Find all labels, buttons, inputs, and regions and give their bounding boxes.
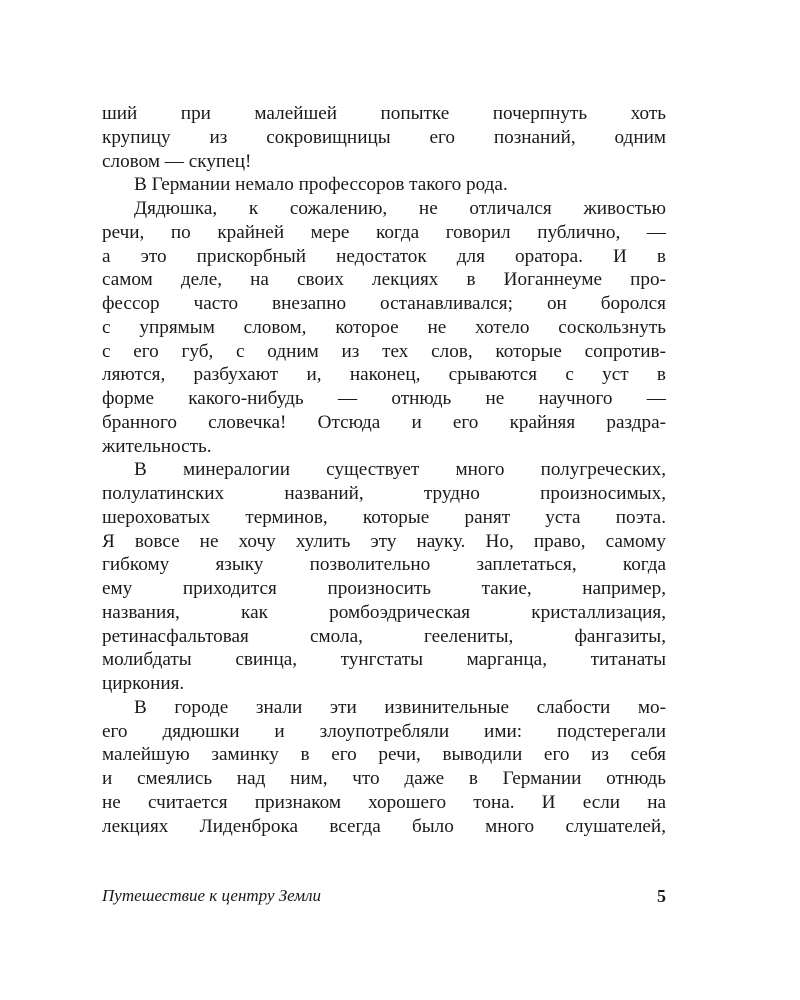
text-line: крупицу из сокровищницы его познаний, одним	[102, 126, 666, 148]
text-line: не считается признаком хорошего тона. И если на	[102, 791, 666, 813]
text-line: форме какого-нибудь — отнюдь не научного —	[102, 388, 666, 409]
text-line: ляются, разбухают и, наконец, срываются с уст в	[102, 364, 666, 386]
text-line: ретинасфальтовая смола, геелениты, фангазиты,	[102, 625, 666, 647]
text-line: названия, как ромбоэдрическая кристаллизация,	[102, 601, 666, 623]
body-text	[102, 102, 666, 838]
text-line: Я вовсе не хочу хулить эту науку. Но, право, самому	[102, 530, 666, 552]
text-line: лекциях Лиденброка всегда было много слушателей,	[102, 815, 666, 837]
text-line: бранного словечка! Отсюда и его крайняя раздра-	[102, 411, 666, 433]
text-line: речи, по крайней мере когда говорил публично, —	[102, 221, 666, 243]
text-line: молибдаты свинца, тунгстаты марганца, титанаты	[102, 649, 666, 671]
text-line: циркония.	[102, 673, 185, 694]
text-line: шероховатых терминов, которые ранят уста поэта.	[102, 506, 666, 528]
text-line: фессор часто внезапно останавливался; он боролся	[102, 293, 666, 314]
running-title: Путешествие к центру Земли	[102, 886, 322, 905]
text-line: а это прискорбный недостаток для оратора. И в	[102, 245, 666, 267]
page-number: 5	[657, 886, 666, 906]
text-line: словом — скупец!	[102, 150, 252, 172]
text-line: малейшую заминку в его речи, выводили его из себя	[102, 744, 666, 766]
text-line: с его губ, с одним из тех слов, которые сопротив-	[102, 340, 666, 362]
text-line: с упрямым словом, которое не хотело соскользнуть	[102, 316, 666, 338]
text-line: В минералогии существует много полугреческих,	[134, 459, 666, 481]
text-line: жительность.	[102, 435, 212, 457]
text-line: и смеялись над ним, что даже в Германии отнюдь	[102, 768, 666, 789]
text-line: В Германии немало профессоров такого рода.	[134, 174, 508, 196]
text-line: В городе знали эти извинительные слабости мо-	[134, 696, 666, 718]
text-line: ший при малейшей попытке почерпнуть хоть	[102, 103, 666, 124]
text-line: гибкому языку позволительно заплетаться, когда	[102, 554, 666, 576]
text-line: ему приходится произносить такие, например,	[102, 578, 666, 599]
text-line: его дядюшки и злоупотребляли ими: подстерегали	[102, 720, 666, 742]
page-footer	[102, 882, 666, 910]
text-line: Дядюшка, к сожалению, не отличался живостью	[134, 198, 666, 219]
text-line: самом деле, на своих лекциях в Иоганнеуме про-	[102, 269, 666, 291]
text-line: полулатинских названий, трудно произносимых,	[102, 483, 666, 504]
